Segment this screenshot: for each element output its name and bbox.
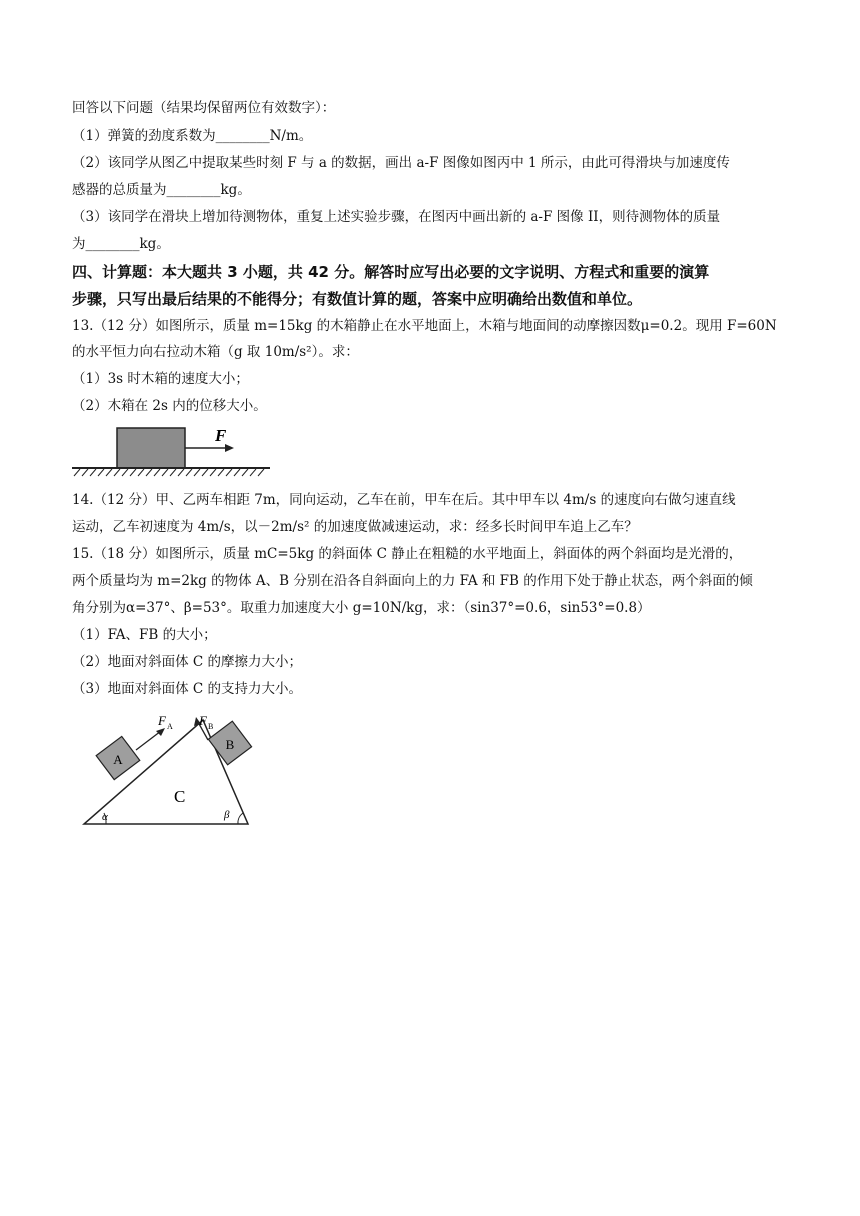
problem13-q1: （1）3s 时木箱的速度大小；	[72, 371, 249, 387]
force-label: F	[215, 426, 227, 445]
force-a-subscript: A	[167, 722, 173, 731]
block-b-label: B	[225, 736, 235, 752]
problem15-q2: （2）地面对斜面体 C 的摩擦力大小；	[72, 654, 303, 670]
problem14-line2: 运动，乙车初速度为 4m/s，以－2m/s² 的加速度做减速运动，求：经多长时间甲车追上乙车？	[72, 519, 638, 535]
problem13-line1: 13.（12 分）如图所示，质量 m=15kg 的木箱静止在水平地面上，木箱与地面间的动摩擦因数μ=0.2。现用 F=60N	[72, 318, 777, 334]
block-a-label: A	[113, 752, 123, 768]
wedge-c-label: C	[174, 787, 186, 806]
wooden-box	[117, 428, 185, 468]
box-on-floor-figure	[70, 418, 280, 480]
problem13-q2: （2）木箱在 2s 内的位移大小。	[72, 398, 267, 414]
floor-hatching	[74, 469, 264, 476]
section4-header-line1: 四、计算题：本大题共 3 小题，共 42 分。解答时应写出必要的文字说明、方程式和重要的演算	[72, 263, 710, 281]
block-a	[96, 736, 140, 779]
problem13-line2: 的水平恒力向右拉动木箱（g 取 10m/s²）。求：	[72, 344, 359, 360]
intro-text: 回答以下问题（结果均保留两位有效数字）：	[72, 100, 336, 116]
problem15-q1: （1）FA、FB 的大小；	[72, 627, 217, 643]
force-b-label: F	[199, 713, 207, 728]
question-3-3-line1: （3）该同学在滑块上增加待测物体，重复上述实验步骤，在图丙中画出新的 a-F 图像 II，则待测物体的质量	[72, 209, 721, 225]
force-a-arrowhead	[156, 728, 165, 736]
problem15-line3: 角分别为α=37°、β=53°。取重力加速度大小 g=10N/kg，求：（sin37°=0.6，sin53°=0.8）	[72, 600, 651, 616]
alpha-label: α	[102, 811, 108, 823]
question-3-2-line2: 感器的总质量为________kg。	[72, 182, 251, 198]
force-arrowhead	[225, 444, 234, 452]
problem15-q3: （3）地面对斜面体 C 的支持力大小。	[72, 681, 303, 697]
force-a-label: F	[158, 713, 166, 728]
section4-header-line2: 步骤，只写出最后结果的不能得分；有数值计算的题，答案中应明确给出数值和单位。	[72, 290, 643, 308]
incline-figure	[78, 712, 258, 830]
force-b-subscript: B	[208, 722, 214, 731]
force-a-arrow	[136, 731, 161, 750]
problem14-line1: 14.（12 分）甲、乙两车相距 7m，同向运动，乙车在前，甲车在后。其中甲车以 4m/s 的速度向右做匀速直线	[72, 492, 736, 508]
problem15-line1: 15.（18 分）如图所示，质量 mC=5kg 的斜面体 C 静止在粗糙的水平地面上，斜面体的两个斜面均是光滑的，	[72, 546, 743, 562]
question-3-3-line2: 为________kg。	[72, 236, 170, 252]
question-3-1: （1）弹簧的劲度系数为________N/m。	[72, 128, 313, 144]
beta-label: β	[224, 809, 230, 821]
question-3-2-line1: （2）该同学从图乙中提取某些时刻 F 与 a 的数据，画出 a-F 图像如图丙中 1 所示，由此可得滑块与加速度传	[72, 155, 730, 171]
problem15-line2: 两个质量均为 m=2kg 的物体 A、B 分别在沿各自斜面向上的力 FA 和 FB 的作用下处于静止状态，两个斜面的倾	[72, 573, 753, 589]
